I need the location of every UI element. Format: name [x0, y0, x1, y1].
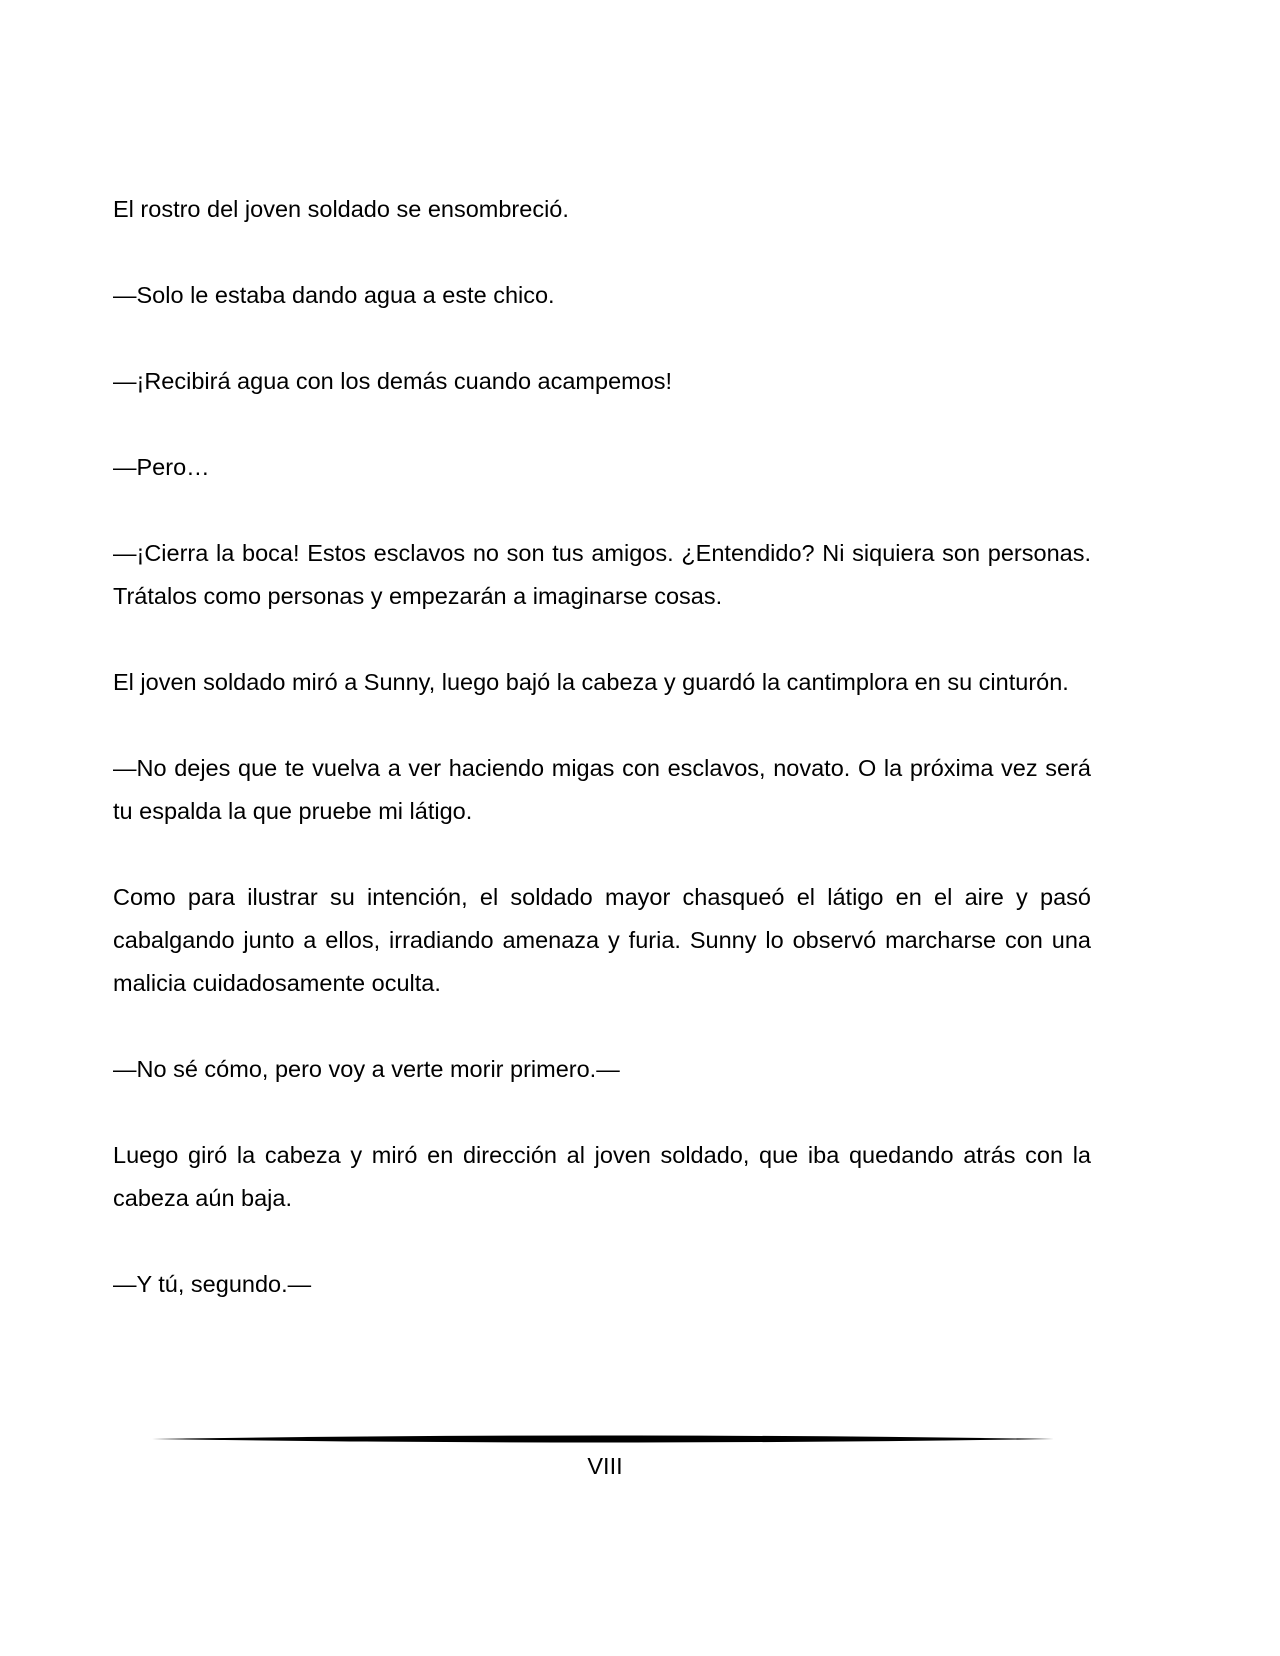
paragraph: El rostro del joven soldado se ensombreció. [113, 196, 569, 222]
paragraph: Como para ilustrar su intención, el soldado mayor chasqueó el látigo en el aire y pasó cabalgando junto a ellos, irradiando amenaza y furia. Sunny lo observó marcharse con una malicia cuidadosamente oculta. [113, 884, 1091, 996]
paragraph: —No sé cómo, pero voy a verte morir primero.— [113, 1056, 620, 1082]
footer-divider-rule [152, 1433, 1054, 1445]
paragraph: —No dejes que te vuelva a ver haciendo migas con esclavos, novato. O la próxima vez será tu espalda la que pruebe mi látigo. [113, 755, 1091, 824]
paragraph: —¡Recibirá agua con los demás cuando acampemos! [113, 368, 673, 394]
page-body [113, 188, 1091, 1349]
page-number: VIII [587, 1453, 623, 1479]
paragraph: —Solo le estaba dando agua a este chico. [113, 282, 555, 308]
paragraph: —Y tú, segundo.— [113, 1271, 312, 1297]
paragraph: —Pero… [113, 454, 210, 480]
paragraph: —¡Cierra la boca! Estos esclavos no son tus amigos. ¿Entendido? Ni siquiera son personas. Trátalos como personas y empezarán a imaginarse cosas. [113, 540, 1091, 609]
paragraph: El joven soldado miró a Sunny, luego bajó la cabeza y guardó la cantimplora en su cinturón. [113, 669, 1069, 695]
paragraph: Luego giró la cabeza y miró en dirección al joven soldado, que iba quedando atrás con la cabeza aún baja. [113, 1142, 1091, 1211]
